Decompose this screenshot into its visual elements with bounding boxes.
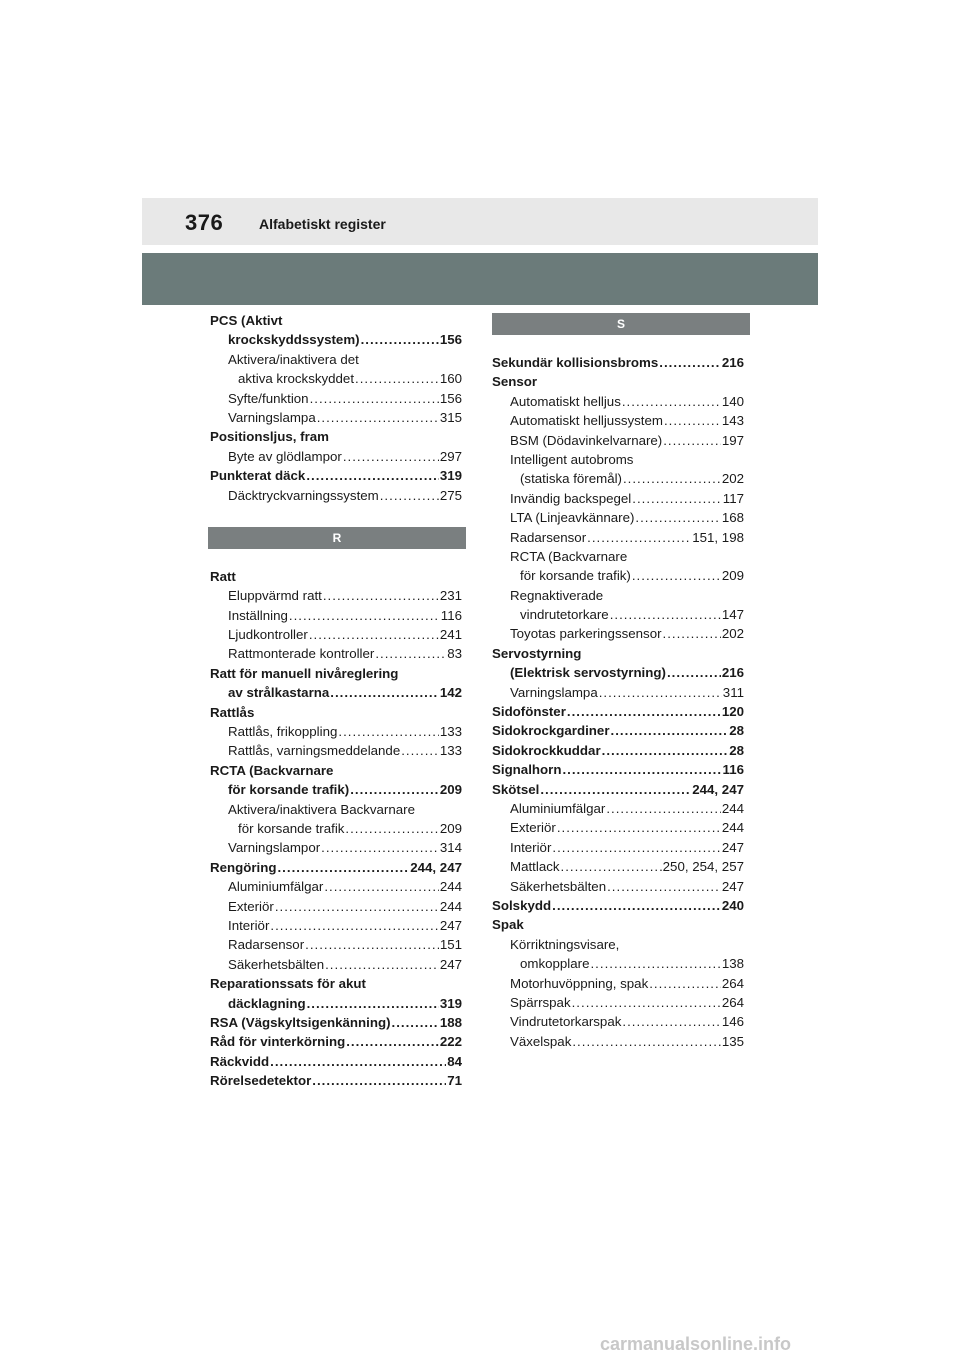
entry-label: Intelligent autobroms: [510, 451, 634, 467]
index-entry: [210, 858, 462, 877]
entry-label: Positionsljus, fram: [210, 429, 329, 445]
dot-leader: [324, 877, 438, 896]
index-entry: [492, 566, 744, 585]
index-entry: [492, 702, 744, 721]
index-entry: [492, 644, 744, 663]
dot-leader: [602, 741, 729, 760]
entry-label: Vindrutetorkarspak: [510, 1014, 622, 1030]
index-entry: [210, 606, 462, 625]
dot-leader: [649, 974, 721, 993]
entry-page-ref[interactable]: 244: [721, 800, 744, 816]
entry-label: Aluminiumfälgar: [228, 879, 324, 895]
entry-page-ref[interactable]: 247: [439, 917, 462, 933]
entry-label: omkopplare: [520, 956, 590, 972]
dot-leader: [309, 625, 439, 644]
index-entry: [210, 800, 462, 819]
entry-label: Toyotas parkeringssensor: [510, 626, 662, 642]
index-entry: [210, 567, 462, 586]
dot-leader: [343, 447, 439, 466]
dot-leader: [380, 486, 439, 505]
entry-label: Säkerhetsbälten: [228, 956, 325, 972]
entry-label: Varningslampa: [510, 684, 598, 700]
dot-leader: [305, 935, 439, 954]
section-gap: [210, 505, 462, 527]
entry-label: Regnaktiverade: [510, 587, 604, 603]
index-entry: [210, 1071, 462, 1090]
index-entry: [210, 369, 462, 388]
dot-leader: [611, 721, 729, 740]
entry-label: Spak: [492, 917, 524, 933]
dot-leader: [321, 838, 439, 857]
index-entry: [210, 974, 462, 993]
entry-label: Räckvidd: [210, 1053, 270, 1069]
entry-page-ref[interactable]: 140: [721, 393, 744, 409]
dot-leader: [307, 994, 439, 1013]
dot-leader: [392, 1013, 439, 1032]
entry-page-ref[interactable]: 222: [439, 1034, 462, 1050]
index-entry: [210, 1052, 462, 1071]
entry-label: Radarsensor: [228, 937, 305, 953]
entry-page-ref[interactable]: 209: [439, 820, 462, 836]
index-entry: [492, 528, 744, 547]
entry-label: Rattlås: [210, 704, 255, 720]
entry-page-ref[interactable]: 264: [721, 994, 744, 1010]
dot-leader: [552, 896, 721, 915]
index-entry: [492, 993, 744, 1012]
page-number: 376: [185, 210, 224, 235]
dot-leader: [355, 369, 439, 388]
dot-leader: [567, 702, 721, 721]
entry-page-ref[interactable]: 83: [447, 646, 462, 662]
dot-leader: [323, 586, 439, 605]
dot-leader: [330, 683, 439, 702]
entry-page-ref[interactable]: 311: [722, 684, 744, 700]
index-entry: [210, 389, 462, 408]
entry-label: Eluppvärmd ratt: [228, 588, 322, 604]
index-entry: [210, 703, 462, 722]
entry-label: Sekundär kollisionsbroms: [492, 355, 659, 370]
entry-label: Exteriör: [510, 820, 556, 836]
entry-label: Signalhorn: [492, 762, 562, 778]
entry-label: däcklagning: [228, 995, 306, 1011]
index-entry: [210, 644, 462, 663]
index-entry: [492, 721, 744, 740]
entry-label: Punkterat däck: [210, 468, 306, 484]
entry-page-ref[interactable]: 216: [721, 355, 744, 370]
dot-leader: [663, 624, 721, 643]
entry-label: Däcktryckvarningssystem: [228, 487, 379, 503]
entry-label: av strålkastarna: [228, 685, 330, 701]
index-entry: [492, 741, 744, 760]
entry-page-ref[interactable]: 143: [721, 413, 744, 429]
entry-label: Reparationssats för akut: [210, 976, 366, 992]
entry-label: Servostyrning: [492, 645, 582, 661]
entry-label: (statiska föremål): [520, 471, 622, 487]
entry-label: för korsande trafik): [228, 782, 350, 798]
dot-leader: [632, 566, 721, 585]
index-entry: [210, 664, 462, 683]
entry-page-ref[interactable]: 244, 247: [410, 859, 462, 875]
entry-label: Solskydd: [492, 897, 552, 913]
index-entry: [492, 624, 744, 643]
index-entry: [492, 857, 744, 876]
dot-leader: [401, 741, 439, 760]
entry-label: Rattlås, varningsmeddelande: [228, 743, 401, 759]
index-entry: [210, 994, 462, 1013]
dot-leader: [590, 954, 720, 973]
index-entry: [492, 877, 744, 896]
entry-label: för korsande trafik: [238, 820, 345, 836]
entry-label: Ratt: [210, 568, 236, 584]
entry-page-ref[interactable]: 297: [439, 448, 462, 464]
index-entry: [492, 431, 744, 450]
entry-page-ref[interactable]: 247: [721, 878, 744, 894]
dot-leader: [317, 408, 439, 427]
entry-page-ref[interactable]: 315: [439, 409, 462, 425]
index-entry: [492, 508, 744, 527]
entry-label: Aktivera/inaktivera Backvarnare: [228, 801, 415, 817]
section-gap: [492, 335, 744, 353]
dot-leader: [361, 330, 439, 349]
dot-leader: [325, 955, 439, 974]
entry-label: Varningslampor: [228, 840, 321, 856]
index-entry: [210, 427, 462, 446]
dot-leader: [350, 780, 439, 799]
index-entry: [492, 489, 744, 508]
index-entry: [210, 625, 462, 644]
entry-label: Sidokrockkuddar: [492, 742, 601, 758]
dot-leader: [557, 818, 721, 837]
index-entry: [492, 1012, 744, 1031]
index-entry: [210, 1013, 462, 1032]
section-header-r: R: [208, 527, 466, 549]
entry-page-ref[interactable]: 244: [439, 898, 462, 914]
entry-page-ref[interactable]: 319: [439, 995, 462, 1011]
dot-leader: [552, 838, 720, 857]
entry-page-ref[interactable]: 244: [721, 820, 744, 836]
entry-label: Varningslampa: [228, 409, 316, 425]
entry-page-ref[interactable]: 244: [439, 879, 462, 895]
index-entry: [492, 469, 744, 488]
entry-label: Rengöring: [210, 859, 277, 875]
dot-leader: [345, 819, 438, 838]
entry-label: Automatiskt helljussystem: [510, 413, 663, 429]
index-entry: [492, 411, 744, 430]
entry-page-ref[interactable]: 241: [439, 627, 462, 643]
entry-page-ref[interactable]: 247: [439, 956, 462, 972]
entry-page-ref[interactable]: 116: [440, 607, 462, 623]
dot-leader: [607, 877, 721, 896]
entry-label: Aktivera/inaktivera det: [228, 351, 359, 367]
entry-page-ref[interactable]: 247: [721, 839, 744, 855]
entry-label: Ljudkontroller: [228, 627, 308, 643]
index-entry: [492, 353, 744, 372]
index-entry: [492, 372, 744, 391]
entry-page-ref[interactable]: 216: [721, 665, 744, 681]
entry-label: Exteriör: [228, 898, 274, 914]
entry-page-ref[interactable]: 71: [447, 1073, 462, 1089]
section-gap: [210, 549, 462, 567]
entry-label: krockskyddssystem): [228, 332, 360, 348]
entry-label: Ratt för manuell nivåreglering: [210, 665, 399, 681]
index-entry: [492, 915, 744, 934]
entry-page-ref[interactable]: 28: [729, 723, 744, 739]
entry-label: för korsande trafik): [520, 568, 631, 584]
entry-label: Sidofönster: [492, 704, 566, 720]
dot-leader: [659, 353, 721, 372]
index-entry: [492, 954, 744, 973]
entry-page-ref[interactable]: 160: [439, 371, 462, 387]
dot-leader: [622, 1012, 720, 1031]
dot-leader: [606, 799, 720, 818]
entry-page-ref[interactable]: 240: [721, 897, 744, 913]
entry-page-ref[interactable]: 202: [721, 471, 744, 487]
entry-page-ref[interactable]: 264: [721, 975, 744, 991]
dot-leader: [561, 857, 662, 876]
index-entry: [210, 877, 462, 896]
index-entry: [210, 447, 462, 466]
entry-label: Automatiskt helljus: [510, 393, 621, 409]
entry-label: Motorhuvöppning, spak: [510, 975, 649, 991]
entry-label: Aluminiumfälgar: [510, 800, 606, 816]
index-entry: [210, 486, 462, 505]
entry-page-ref[interactable]: 135: [721, 1033, 744, 1049]
index-entry: [210, 955, 462, 974]
entry-page-ref[interactable]: 151, 198: [692, 529, 744, 545]
entry-page-ref[interactable]: 28: [729, 742, 744, 758]
dot-leader: [306, 466, 438, 485]
index-entry: [492, 586, 744, 605]
entry-page-ref[interactable]: 314: [439, 840, 462, 856]
entry-page-ref[interactable]: 209: [721, 568, 744, 584]
index-entry: [492, 760, 744, 779]
dot-leader: [375, 644, 446, 663]
dot-leader: [664, 411, 721, 430]
entry-page-ref[interactable]: 156: [439, 390, 462, 406]
entry-label: Syfte/funktion: [228, 390, 309, 406]
index-entry: [210, 838, 462, 857]
entry-label: RSA (Vägskyltsigenkänning): [210, 1014, 391, 1030]
watermark: carmanualsonline.info: [600, 1334, 792, 1354]
dot-leader: [277, 858, 409, 877]
entry-label: Råd för vinterkörning: [210, 1034, 346, 1050]
index-entry: [492, 799, 744, 818]
entry-label: Körriktningsvisare,: [510, 936, 620, 952]
dot-leader: [540, 780, 691, 799]
index-entry: [492, 896, 744, 915]
entry-label: Invändig backspegel: [510, 490, 632, 506]
entry-page-ref[interactable]: 151: [439, 937, 462, 953]
index-entry: [210, 350, 462, 369]
page-title: Alfabetiskt register: [259, 216, 386, 232]
index-entry: [210, 741, 462, 760]
entry-label: LTA (Linjeavkännare): [510, 510, 635, 526]
index-entry: [210, 722, 462, 741]
index-entry: [492, 974, 744, 993]
entry-page-ref[interactable]: 147: [721, 607, 744, 623]
dot-leader: [632, 489, 722, 508]
entry-page-ref[interactable]: 116: [722, 762, 744, 778]
entry-label: Interiör: [510, 839, 552, 855]
entry-label: aktiva krockskyddet: [238, 371, 355, 387]
index-entry: [210, 935, 462, 954]
entry-label: Skötsel: [492, 781, 540, 797]
dot-leader: [562, 760, 721, 779]
index-entry: [492, 683, 744, 702]
dot-leader: [270, 916, 438, 935]
entry-label: Interiör: [228, 917, 270, 933]
index-entry: [210, 780, 462, 799]
dot-leader: [663, 431, 721, 450]
index-entry: [210, 466, 462, 485]
entry-label: Mattlack: [510, 859, 560, 875]
entry-label: RCTA (Backvarnare: [210, 762, 334, 778]
entry-label: (Elektrisk servostyrning): [510, 665, 666, 681]
index-entry: [210, 1032, 462, 1051]
entry-page-ref[interactable]: 202: [721, 626, 744, 642]
dot-leader: [310, 389, 439, 408]
entry-page-ref[interactable]: 133: [439, 724, 462, 740]
entry-page-ref[interactable]: 197: [721, 432, 744, 448]
dot-leader: [289, 606, 440, 625]
entry-label: Byte av glödlampor: [228, 448, 342, 464]
dot-leader: [622, 392, 721, 411]
entry-label: Säkerhetsbälten: [510, 878, 607, 894]
entry-label: Spärrspak: [510, 994, 571, 1010]
entry-label: Rattlås, frikoppling: [228, 724, 338, 740]
entry-label: Radarsensor: [510, 529, 587, 545]
dot-leader: [275, 897, 439, 916]
entry-page-ref[interactable]: 138: [721, 956, 744, 972]
index-entry: [210, 683, 462, 702]
entry-page-ref[interactable]: 244, 247: [692, 781, 744, 797]
entry-page-ref[interactable]: 84: [447, 1053, 462, 1069]
entry-page-ref[interactable]: 146: [721, 1014, 744, 1030]
entry-label: Rattmonterade kontroller: [228, 646, 375, 662]
entry-page-ref[interactable]: 250, 254, 257: [662, 859, 744, 875]
entry-page-ref[interactable]: 142: [439, 685, 462, 701]
entry-page-ref[interactable]: 275: [439, 487, 462, 503]
index-entry: [492, 663, 744, 682]
entry-label: RCTA (Backvarnare: [510, 548, 628, 564]
index-column-left: [210, 311, 462, 1090]
entry-page-ref[interactable]: 120: [721, 704, 744, 720]
entry-label: Rörelsedetektor: [210, 1073, 312, 1089]
dot-leader: [667, 663, 721, 682]
entry-page-ref[interactable]: 133: [439, 743, 462, 759]
dot-leader: [572, 1032, 720, 1051]
section-header-s: S: [492, 313, 750, 335]
entry-page-ref[interactable]: 168: [721, 510, 744, 526]
entry-page-ref[interactable]: 231: [439, 588, 462, 604]
index-entry: [492, 780, 744, 799]
dot-leader: [599, 683, 722, 702]
entry-page-ref[interactable]: 188: [439, 1014, 462, 1030]
dot-leader: [572, 993, 721, 1012]
index-entry: [210, 408, 462, 427]
index-entry: [492, 605, 744, 624]
header-band: [142, 253, 818, 305]
index-entry: [210, 330, 462, 349]
entry-label: BSM (Dödavinkelvarnare): [510, 432, 663, 448]
header-bar: [142, 198, 818, 245]
entry-label: Växelspak: [510, 1033, 572, 1049]
entry-label: Inställning: [228, 607, 288, 623]
entry-label: vindrutetorkare: [520, 607, 609, 623]
dot-leader: [635, 508, 720, 527]
entry-label: Sensor: [492, 374, 538, 390]
index-entry: [210, 897, 462, 916]
index-entry: [492, 547, 744, 566]
index-entry: [210, 311, 462, 330]
entry-page-ref[interactable]: 209: [439, 782, 462, 798]
index-entry: [210, 916, 462, 935]
dot-leader: [338, 722, 438, 741]
entry-page-ref[interactable]: 156: [439, 332, 462, 348]
index-entry: [492, 818, 744, 837]
dot-leader: [587, 528, 691, 547]
entry-page-ref[interactable]: 117: [722, 490, 744, 506]
entry-label: Sidokrockgardiner: [492, 723, 610, 739]
index-entry: [210, 819, 462, 838]
dot-leader: [610, 605, 721, 624]
dot-leader: [312, 1071, 446, 1090]
entry-label: PCS (Aktivt: [210, 313, 283, 328]
index-entry: [492, 838, 744, 857]
entry-page-ref[interactable]: 319: [439, 468, 462, 484]
index-entry: [210, 761, 462, 780]
index-entry: [492, 1032, 744, 1051]
dot-leader: [270, 1052, 446, 1071]
index-entry: [492, 450, 744, 469]
index-entry: [492, 935, 744, 954]
index-column-right: [492, 313, 744, 1051]
dot-leader: [346, 1032, 439, 1051]
index-entry: [492, 392, 744, 411]
index-entry: [210, 586, 462, 605]
dot-leader: [623, 469, 721, 488]
